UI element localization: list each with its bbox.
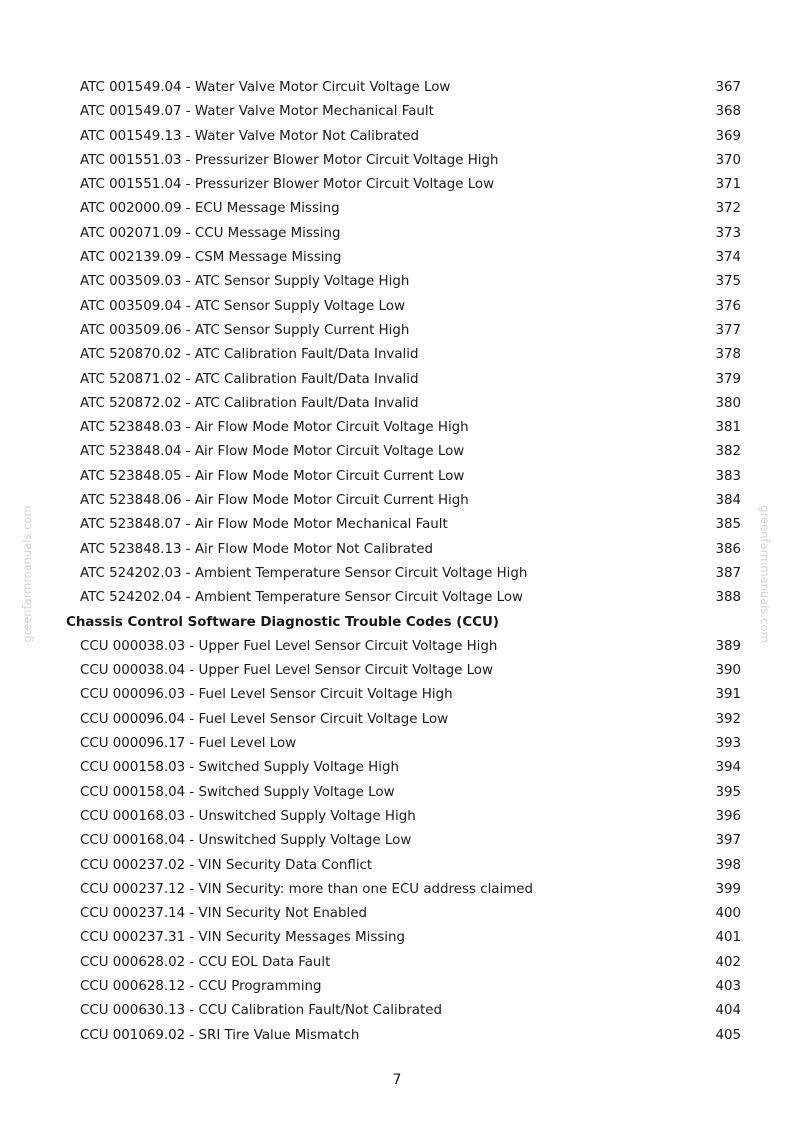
toc-entry-title: ATC 003509.06 - ATC Sensor Supply Current High [80, 322, 410, 338]
toc-entry[interactable] [0, 149, 794, 173]
toc-entry-page-number: 382 [715, 444, 741, 460]
toc-entry-title: ATC 520872.02 - ATC Calibration Fault/Data Invalid [80, 395, 419, 411]
toc-entry-title: CCU 000158.04 - Switched Supply Voltage Low [80, 784, 395, 800]
toc-entry-title: CCU 000237.31 - VIN Security Messages Missing [80, 930, 405, 946]
toc-entry-page-number: 369 [715, 128, 741, 144]
toc-entry[interactable] [0, 197, 794, 221]
toc-entry-page-number: 381 [715, 420, 741, 436]
toc-entry[interactable] [0, 173, 794, 197]
toc-entry-title: CCU 000168.04 - Unswitched Supply Voltage Low [80, 833, 412, 849]
toc-entry[interactable] [0, 416, 794, 440]
toc-entry[interactable] [0, 975, 794, 999]
toc-entry-title: CCU 000237.12 - VIN Security: more than one ECU address claimed [80, 881, 534, 897]
toc-entry-title: ATC 523848.04 - Air Flow Mode Motor Circuit Voltage Low [80, 444, 465, 460]
toc-entry-page-number: 398 [715, 857, 741, 873]
toc-entry-page-number: 370 [715, 152, 741, 168]
toc-entry[interactable] [0, 999, 794, 1023]
toc-entry-page-number: 397 [715, 833, 741, 849]
toc-section-heading [0, 611, 794, 635]
toc-entry[interactable] [0, 926, 794, 950]
toc-entry[interactable] [0, 392, 794, 416]
toc-entry-page-number: 377 [715, 322, 741, 338]
toc-entry-page-number: 401 [715, 930, 741, 946]
toc-entry-page-number: 396 [715, 808, 741, 824]
toc-entry-title: CCU 000096.03 - Fuel Level Sensor Circuit Voltage High [80, 687, 453, 703]
toc-entry-title: ATC 002000.09 - ECU Message Missing [80, 201, 340, 217]
toc-entry[interactable] [0, 756, 794, 780]
toc-entry[interactable] [0, 125, 794, 149]
toc-entry-page-number: 402 [715, 954, 741, 970]
toc-entry-title: ATC 524202.03 - Ambient Temperature Sensor Circuit Voltage High [80, 565, 528, 581]
toc-entry[interactable] [0, 586, 794, 610]
toc-entry-title: CCU 000096.17 - Fuel Level Low [80, 736, 297, 752]
toc-entry-title: CCU 000237.14 - VIN Security Not Enabled [80, 906, 367, 922]
toc-entry-title: ATC 001551.03 - Pressurizer Blower Motor Circuit Voltage High [80, 152, 499, 168]
toc-entry-page-number: 390 [715, 663, 741, 679]
toc-entry[interactable] [0, 343, 794, 367]
toc-entry[interactable] [0, 683, 794, 707]
toc-entry-page-number: 380 [715, 395, 741, 411]
toc-entry-title: CCU 000237.02 - VIN Security Data Conflict [80, 857, 373, 873]
toc-entry-title: ATC 523848.07 - Air Flow Mode Motor Mechanical Fault [80, 517, 448, 533]
toc-entry[interactable] [0, 951, 794, 975]
toc-entry-page-number: 367 [715, 80, 741, 95]
toc-entry[interactable] [0, 805, 794, 829]
toc-entry-title: ATC 523848.05 - Air Flow Mode Motor Circuit Current Low [80, 468, 465, 484]
toc-entry[interactable] [0, 635, 794, 659]
toc-entry-page-number: 400 [715, 906, 741, 922]
toc-entry-title: CCU 000630.13 - CCU Calibration Fault/Not Calibrated [80, 1003, 442, 1019]
toc-entry-title: CCU 000628.02 - CCU EOL Data Fault [80, 954, 331, 970]
toc-entry[interactable] [0, 465, 794, 489]
toc-entry[interactable] [0, 368, 794, 392]
toc-entry[interactable] [0, 295, 794, 319]
toc-entry-page-number: 394 [715, 760, 741, 776]
toc-entry[interactable] [0, 902, 794, 926]
toc-entry[interactable] [0, 440, 794, 464]
toc-entry-title: ATC 002071.09 - CCU Message Missing [80, 225, 341, 241]
toc-entry-page-number: 405 [715, 1027, 741, 1043]
toc-entry[interactable] [0, 562, 794, 586]
toc-entry[interactable] [0, 246, 794, 270]
toc-entry[interactable] [0, 829, 794, 853]
toc-entry-page-number: 395 [715, 784, 741, 800]
toc-entry-page-number: 392 [715, 711, 741, 727]
toc-entry-title: ATC 001549.07 - Water Valve Motor Mechanical Fault [80, 104, 434, 120]
toc-entry-page-number: 385 [715, 517, 741, 533]
toc-entry[interactable] [0, 878, 794, 902]
toc-entry-page-number: 403 [715, 978, 741, 994]
toc-entry[interactable] [0, 489, 794, 513]
toc-entry-page-number: 375 [715, 274, 741, 290]
watermark-right: greenfarmmanuals.com [758, 505, 772, 643]
toc-entry-title: ATC 001549.13 - Water Valve Motor Not Calibrated [80, 128, 420, 144]
toc-entry-title: CCU 000096.04 - Fuel Level Sensor Circuit Voltage Low [80, 711, 449, 727]
toc-entry-title: CCU 000038.03 - Upper Fuel Level Sensor Circuit Voltage High [80, 638, 498, 654]
toc-entry-page-number: 383 [715, 468, 741, 484]
toc-entry[interactable] [0, 100, 794, 124]
toc-entry[interactable] [0, 708, 794, 732]
toc-entry-page-number: 372 [715, 201, 741, 217]
toc-entry-page-number: 387 [715, 565, 741, 581]
toc-entry[interactable] [0, 513, 794, 537]
toc-entry-title: ATC 520870.02 - ATC Calibration Fault/Data Invalid [80, 347, 419, 363]
toc-entry[interactable] [0, 1024, 794, 1048]
toc-entry-page-number: 388 [715, 590, 741, 606]
toc-entry-page-number: 368 [715, 104, 741, 120]
toc-entry-title: ATC 523848.03 - Air Flow Mode Motor Circuit Voltage High [80, 420, 469, 436]
toc-entry-title: ATC 003509.04 - ATC Sensor Supply Voltage Low [80, 298, 405, 314]
toc-entry-title: ATC 524202.04 - Ambient Temperature Sensor Circuit Voltage Low [80, 590, 523, 606]
toc-entry-title: CCU 000158.03 - Switched Supply Voltage High [80, 760, 399, 776]
toc-entry[interactable] [0, 854, 794, 878]
toc-entry-page-number: 371 [715, 177, 741, 193]
toc-entry-title: CCU 000038.04 - Upper Fuel Level Sensor Circuit Voltage Low [80, 663, 493, 679]
toc-entry-title: CCU 000168.03 - Unswitched Supply Voltage High [80, 808, 416, 824]
toc-entry-title: ATC 001549.04 - Water Valve Motor Circuit Voltage Low [80, 80, 451, 95]
table-of-contents [0, 76, 794, 1048]
toc-entry-page-number: 374 [715, 250, 741, 266]
toc-entry-page-number: 399 [715, 881, 741, 897]
section-heading-title: Chassis Control Software Diagnostic Trouble Codes (CCU) [66, 614, 500, 630]
toc-entry[interactable] [0, 319, 794, 343]
toc-entry[interactable] [0, 222, 794, 246]
watermark-left: greenfarmmanuals.com [20, 505, 34, 643]
toc-entry-page-number: 384 [715, 493, 741, 509]
toc-entry-title: ATC 003509.03 - ATC Sensor Supply Voltage High [80, 274, 410, 290]
toc-entry-page-number: 378 [715, 347, 741, 363]
toc-entry[interactable] [0, 270, 794, 294]
toc-entry[interactable] [0, 76, 794, 100]
toc-entry-title: ATC 520871.02 - ATC Calibration Fault/Data Invalid [80, 371, 419, 387]
toc-entry-title: CCU 001069.02 - SRI Tire Value Mismatch [80, 1027, 360, 1043]
toc-entry-title: ATC 002139.09 - CSM Message Missing [80, 250, 342, 266]
toc-entry[interactable] [0, 781, 794, 805]
page-number: 7 [392, 1072, 402, 1088]
toc-entry[interactable] [0, 732, 794, 756]
toc-entry-title: ATC 523848.06 - Air Flow Mode Motor Circuit Current High [80, 493, 469, 509]
toc-entry-page-number: 404 [715, 1003, 741, 1019]
toc-entry-page-number: 393 [715, 736, 741, 752]
toc-entry-title: ATC 001551.04 - Pressurizer Blower Motor Circuit Voltage Low [80, 177, 495, 193]
toc-entry[interactable] [0, 538, 794, 562]
toc-entry-page-number: 391 [715, 687, 741, 703]
toc-entry-page-number: 373 [715, 225, 741, 241]
toc-entry-title: CCU 000628.12 - CCU Programming [80, 978, 322, 994]
toc-entry-page-number: 389 [715, 638, 741, 654]
toc-entry-page-number: 376 [715, 298, 741, 314]
toc-entry[interactable] [0, 659, 794, 683]
toc-entry-page-number: 386 [715, 541, 741, 557]
toc-entry-page-number: 379 [715, 371, 741, 387]
toc-entry-title: ATC 523848.13 - Air Flow Mode Motor Not Calibrated [80, 541, 433, 557]
